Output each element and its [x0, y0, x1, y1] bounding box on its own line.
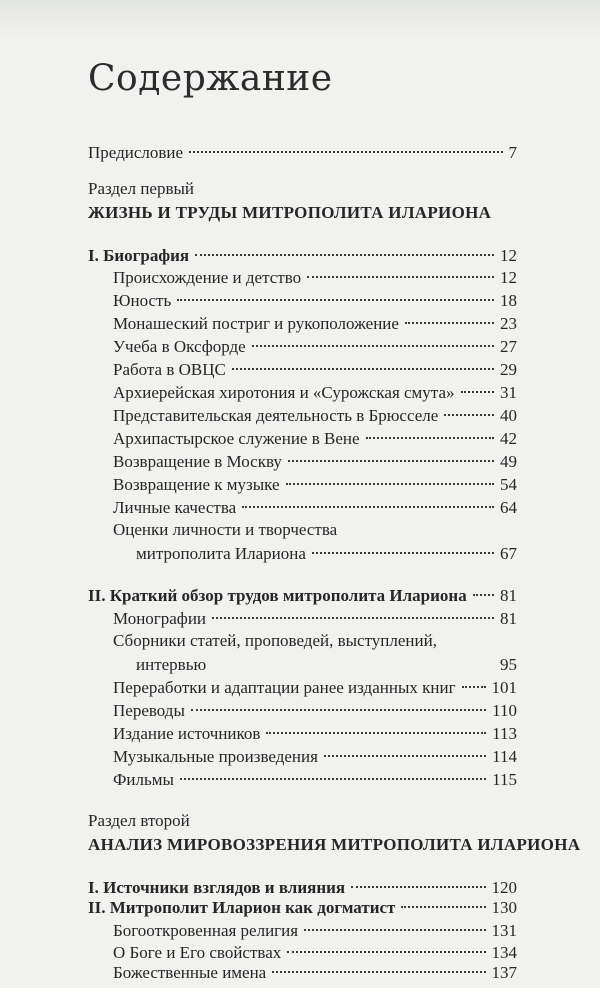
toc-page: 23	[500, 314, 517, 333]
toc-entry-preface	[88, 142, 517, 164]
leader-dots	[461, 391, 495, 393]
toc-label: О Боге и Его свойствах	[113, 943, 282, 962]
leader-dots	[232, 368, 494, 370]
bleed-through	[0, 0, 600, 40]
toc-entry	[113, 920, 517, 942]
leader-dots	[191, 709, 486, 711]
toc-entry	[113, 497, 517, 519]
leader-dots	[266, 732, 486, 734]
leader-dots	[212, 617, 494, 619]
toc-label: Учеба в Оксфорде	[113, 337, 246, 356]
toc-label: Монографии	[113, 609, 207, 628]
toc-entry	[113, 608, 517, 630]
toc-label: Происхождение и детство	[113, 268, 302, 287]
toc-entry	[113, 962, 517, 984]
toc-page: 67	[500, 544, 517, 563]
toc-chapter	[88, 897, 517, 919]
toc-chapter	[88, 585, 517, 607]
toc-entry	[136, 654, 517, 676]
toc-page: 29	[500, 360, 517, 379]
leader-dots	[189, 151, 502, 153]
leader-dots	[324, 755, 486, 757]
leader-dots	[252, 345, 494, 347]
toc-page: 130	[491, 898, 517, 917]
toc-label: Предисловие	[88, 143, 184, 162]
toc-entry	[113, 290, 517, 312]
toc-label: Архиерейская хиротония и «Сурожская смута»	[113, 383, 455, 402]
toc-page: 54	[500, 475, 517, 494]
toc-entry	[113, 474, 517, 496]
page-title: Содержание	[88, 58, 333, 99]
leader-dots	[312, 552, 494, 554]
leader-dots	[351, 886, 485, 888]
toc-page: 114	[492, 747, 517, 766]
toc-entry	[113, 428, 517, 450]
section-heading: АНАЛИЗ МИРОВОЗЗРЕНИЯ МИТРОПОЛИТА ИЛАРИОНА	[88, 835, 581, 854]
leader-dots	[180, 778, 486, 780]
toc-entry	[113, 313, 517, 335]
toc-label: Юность	[113, 291, 172, 310]
toc-label-line1: Оценки личности и творчества	[113, 520, 338, 539]
leader-space	[212, 663, 494, 665]
toc-label: Божественные имена	[113, 963, 267, 982]
toc-page: 134	[491, 943, 517, 962]
toc-entry	[113, 267, 517, 289]
toc-page: 18	[500, 291, 517, 310]
toc-label: II. Краткий обзор трудов митрополита Илариона	[88, 586, 467, 605]
toc-label: II. Митрополит Иларион как догматист	[88, 898, 396, 917]
toc-entry	[113, 769, 517, 791]
leader-dots	[401, 906, 485, 908]
toc-label: Представительская деятельность в Брюсселе	[113, 406, 439, 425]
toc-page: 40	[500, 406, 517, 425]
toc-chapter	[88, 245, 517, 267]
section-heading: ЖИЗНЬ И ТРУДЫ МИТРОПОЛИТА ИЛАРИОНА	[88, 203, 492, 222]
toc-label: Музыкальные произведения	[113, 747, 318, 766]
leader-dots	[405, 322, 494, 324]
toc-page: 49	[500, 452, 517, 471]
leader-dots	[473, 594, 494, 596]
toc-entry	[113, 359, 517, 381]
leader-dots	[195, 254, 494, 256]
toc-label: Архипастырское служение в Вене	[113, 429, 360, 448]
toc-entry	[136, 543, 517, 565]
toc-page: 81	[500, 609, 517, 628]
toc-page: 64	[500, 498, 517, 517]
toc-entry	[113, 723, 517, 745]
toc-page: 115	[492, 770, 517, 789]
toc-label: митрополита Илариона	[136, 544, 306, 563]
toc-page: 27	[500, 337, 517, 356]
toc-label: Издание источников	[113, 724, 261, 743]
toc-entry	[113, 382, 517, 404]
toc-label: Личные качества	[113, 498, 237, 517]
leader-dots	[286, 483, 494, 485]
toc-label: Возвращение в Москву	[113, 452, 282, 471]
toc-entry	[113, 451, 517, 473]
leader-dots	[272, 971, 485, 973]
toc-page: 12	[500, 268, 517, 287]
leader-dots	[462, 686, 486, 688]
toc-label: I. Биография	[88, 246, 190, 265]
toc-entry	[113, 700, 517, 722]
toc-page: 31	[500, 383, 517, 402]
toc-label: Богооткровенная религия	[113, 921, 299, 940]
toc-label-line1: Сборники статей, проповедей, выступлений,	[113, 631, 437, 650]
toc-label: I. Источники взглядов и влияния	[88, 878, 346, 897]
toc-entry	[113, 746, 517, 768]
section-label: Раздел второй	[88, 811, 190, 830]
toc-page: 81	[500, 586, 517, 605]
toc-label: Фильмы	[113, 770, 174, 789]
toc-chapter	[88, 877, 517, 899]
toc-page: 101	[491, 678, 517, 697]
leader-dots	[288, 460, 494, 462]
toc-entry	[113, 942, 517, 964]
leader-dots	[177, 299, 494, 301]
toc-label: Возвращение к музыке	[113, 475, 280, 494]
toc-page: 7	[508, 143, 517, 162]
toc-page: 113	[492, 724, 517, 743]
leader-dots	[304, 929, 485, 931]
toc-label: Переработки и адаптации ранее изданных книг	[113, 678, 456, 697]
toc-label: интервью	[136, 655, 207, 674]
toc-page: 12	[500, 246, 517, 265]
toc-page: 131	[491, 921, 517, 940]
toc-entry	[113, 677, 517, 699]
toc-label: Монашеский постриг и рукоположение	[113, 314, 399, 333]
section-label: Раздел первый	[88, 179, 195, 198]
toc-page: 137	[491, 963, 517, 982]
leader-dots	[444, 414, 494, 416]
toc-page: 120	[491, 878, 517, 897]
leader-dots	[366, 437, 494, 439]
toc-label: Переводы	[113, 701, 185, 720]
leader-dots	[307, 276, 494, 278]
toc-page: 95	[500, 655, 517, 674]
toc-page: 42	[500, 429, 517, 448]
toc-entry	[113, 336, 517, 358]
toc-entry	[113, 405, 517, 427]
leader-dots	[242, 506, 494, 508]
toc-page: 110	[492, 701, 517, 720]
leader-dots	[287, 951, 485, 953]
toc-label: Работа в ОВЦС	[113, 360, 226, 379]
